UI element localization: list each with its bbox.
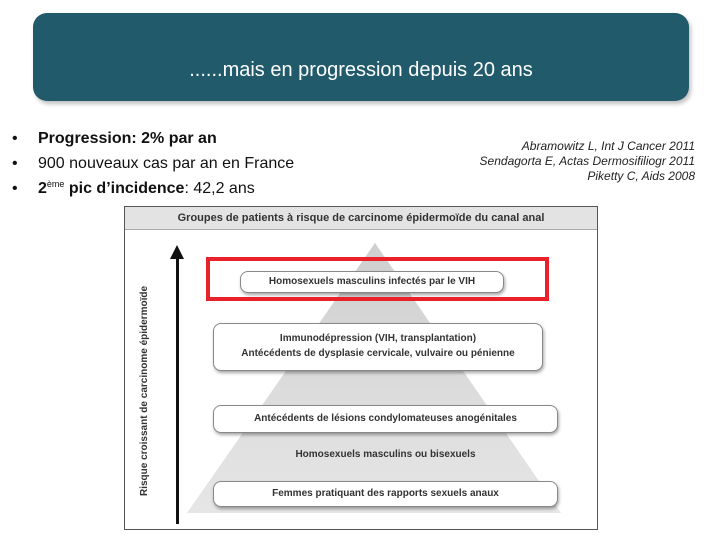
bullet-item-new-cases xyxy=(12,151,294,176)
level-msm-bisexual: Homosexuels masculins ou bisexuels xyxy=(295,449,476,460)
level-women-anal-sex: Femmes pratiquant des rapports sexuels anaux xyxy=(213,481,558,507)
bullet-progression-text: Progression: 2% par an xyxy=(38,130,217,147)
title-banner xyxy=(33,13,689,101)
bullet-list xyxy=(12,126,294,201)
bullet-item-incidence-peak xyxy=(12,176,294,201)
level-hiv-msm: Homosexuels masculins infectés par le VIH xyxy=(240,271,504,293)
highlight-frame xyxy=(206,257,549,301)
risk-pyramid-figure xyxy=(124,206,598,530)
level-immunodepression-line2: Antécédents de dysplasie cervicale, vulvaire ou pénienne xyxy=(241,348,515,359)
figure-header: Groupes de patients à risque de carcinome épidermoïde du canal anal xyxy=(125,207,597,230)
bullet-peak-bold: pic d’incidence xyxy=(64,180,185,197)
reference-2: Sendagorta E, Actas Dermosifiliogr 2011 xyxy=(479,154,695,168)
bullet-new-cases-text: 900 nouveaux cas par an en France xyxy=(38,155,295,172)
axis-label: Risque croissant de carcinome épidermoïde xyxy=(139,285,150,497)
reference-3: Piketty C, Aids 2008 xyxy=(587,169,695,183)
bullet-peak-superscript: ème xyxy=(46,179,65,189)
level-immunodepression xyxy=(213,323,543,371)
bullet-item-progression xyxy=(12,126,294,151)
reference-1: Abramowitz L, Int J Cancer 2011 xyxy=(521,139,695,153)
bullet-peak-number: 2 xyxy=(38,180,47,197)
level-immunodepression-line1: Immunodépression (VIH, transplantation) xyxy=(279,333,477,344)
arrow-shaft xyxy=(176,257,179,524)
bullet-peak-value: : 42,2 ans xyxy=(184,180,255,197)
level-condylomas: Antécédents de lésions condylomateuses anogénitales xyxy=(213,405,558,433)
references xyxy=(480,139,695,184)
slide-title: ......mais en progression depuis 20 ans xyxy=(189,59,533,81)
